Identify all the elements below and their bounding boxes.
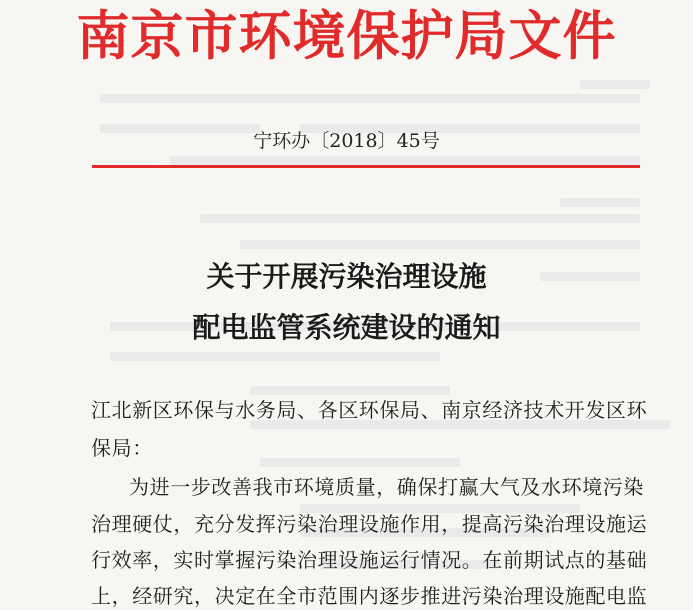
body-line: 行效率，实时掌握污染治理设施运行情况。在前期试点的基础 (91, 548, 648, 572)
body-line: 治理硬仗，充分发挥污染治理设施作用，提高污染治理设施运 (91, 512, 648, 536)
body-line: 上，经研究，决定在全市范围内逐步推进污染治理设施配电监 (91, 584, 648, 608)
body-line: 保局： (91, 436, 153, 460)
issuing-authority-header: 南京市环境保护局文件 (76, 6, 617, 67)
body-line: 为进一步改善我市环境质量，确保打赢大气及水环境污染 (129, 475, 644, 499)
document-number: 宁环办〔2018〕45号 (253, 130, 440, 152)
document-title-line-2: 配电监管系统建设的通知 (192, 311, 501, 344)
body-line: 江北新区环保与水务局、各区环保局、南京经济技术开发区环 (91, 398, 648, 422)
red-separator-line (92, 165, 640, 168)
document-title-line-1: 关于开展污染治理设施 (206, 260, 487, 293)
